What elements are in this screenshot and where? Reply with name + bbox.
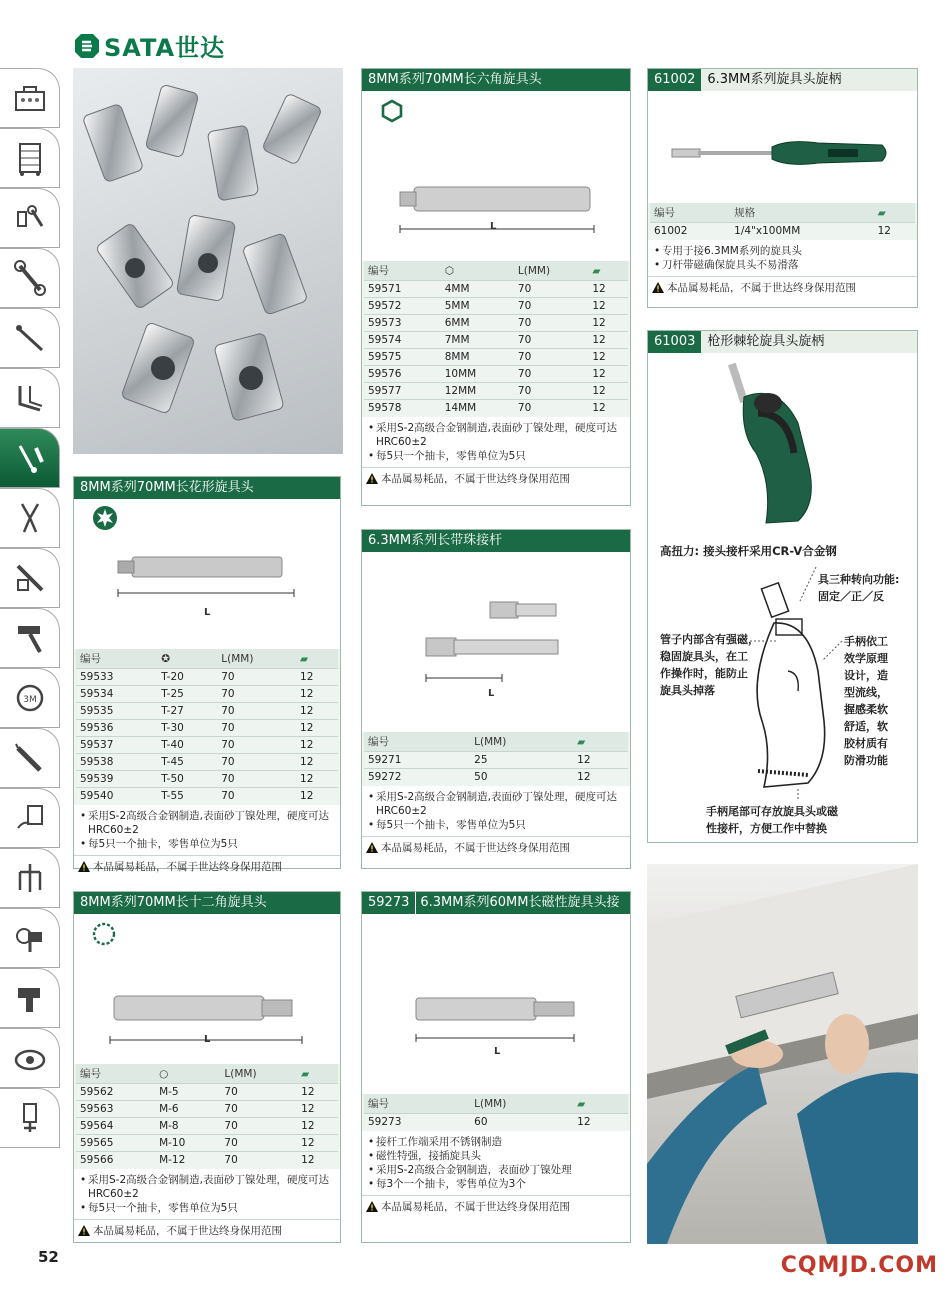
site-watermark: CQMJD.COM: [780, 1253, 938, 1278]
table-cell: 70: [220, 1135, 297, 1152]
table-cell: 12: [296, 686, 338, 703]
table-row: [76, 1135, 338, 1152]
product-code: 59273: [362, 892, 415, 914]
warning-icon: [366, 473, 378, 484]
torx-bit-drawing: [112, 547, 302, 607]
table-cell: 12: [296, 737, 338, 754]
table-row: [76, 686, 338, 703]
warning-text: 本品属易耗品，不属于世达终身保用范围: [93, 1224, 282, 1237]
tape-measure-icon: [10, 678, 50, 718]
table-row: [76, 737, 338, 754]
table-cell: 59576: [364, 366, 441, 383]
hexagon-icon: [380, 99, 404, 123]
callout-torque: 高扭力: 接头接杆采用CR-V合金钢: [660, 544, 837, 558]
table-cell: T-25: [157, 686, 217, 703]
callout-storage: 手柄尾部可存放旋具头或磁 性接杆，方便工作中替换: [706, 805, 838, 835]
table-cell: 70: [217, 669, 296, 686]
note-item: • 每5只一个抽卡，零售单位为5只: [80, 837, 334, 851]
category-nav: [0, 68, 60, 1148]
handle-spec-table: [650, 203, 915, 240]
screwdriver-icon: [10, 438, 50, 478]
table-cell: 70: [514, 298, 588, 315]
warning-text: 本品属易耗品，不属于世达终身保用范围: [381, 841, 570, 854]
drill-chuck-icon: [10, 1098, 50, 1138]
table-cell: 70: [217, 737, 296, 754]
nav-screwdriver[interactable]: [0, 428, 60, 488]
table-cell: 59534: [76, 686, 157, 703]
table-cell: 8MM: [441, 349, 514, 366]
warning-text: 本品属易耗品，不属于世达终身保用范围: [381, 1200, 570, 1213]
col-code: 编号: [364, 732, 470, 752]
table-cell: 59533: [76, 669, 157, 686]
torx-spec-table: [76, 649, 338, 805]
table-row: [364, 281, 628, 298]
ratchet-line-drawing: [738, 561, 848, 801]
panel-title: 6.3MM系列长带珠接杆: [362, 530, 630, 552]
note-item: • 接杆工作端采用不锈钢制造: [368, 1135, 624, 1149]
col-length: L(MM): [220, 1064, 297, 1084]
table-cell: 6MM: [441, 315, 514, 332]
panel-title: 8MM系列70MM长十二角旋具头: [74, 892, 340, 914]
note-item: • 每5只一个抽卡，零售单位为5只: [368, 818, 624, 832]
table-row: [364, 752, 628, 769]
warning-line: [648, 276, 917, 298]
table-cell: T-27: [157, 703, 217, 720]
panel-title: 6.3MM系列60MM长磁性旋具头接杆: [415, 892, 630, 914]
socket-icon: [10, 198, 50, 238]
table-cell: 50: [470, 769, 573, 786]
wrench-icon: [10, 258, 50, 298]
col-qty: [588, 261, 628, 281]
table-cell: 70: [514, 315, 588, 332]
table-cell: 1/4"x100MM: [730, 223, 873, 240]
note-item: • 采用S-2高级合金钢制造，表面砂丁镍处理: [368, 1163, 624, 1177]
hex-bit-drawing: [392, 181, 602, 241]
table-row: [76, 771, 338, 788]
table-cell: 60: [470, 1114, 573, 1131]
nav-hammer[interactable]: [0, 608, 60, 668]
safety-mask-icon: [10, 1038, 50, 1078]
svg-text:3M: 3M: [22, 695, 37, 705]
table-cell: 59573: [364, 315, 441, 332]
table-row: [364, 332, 628, 349]
table-cell: 12: [588, 349, 628, 366]
col-length: L(MM): [470, 1094, 573, 1114]
table-cell: M-8: [155, 1118, 220, 1135]
table-cell: 12: [296, 788, 338, 805]
warning-text: 本品属易耗品，不属于世达终身保用范围: [93, 860, 282, 873]
nav-puller[interactable]: [0, 848, 60, 908]
table-row: [76, 1152, 338, 1169]
usage-photo-illustration: [647, 864, 918, 1244]
table-cell: 59273: [364, 1114, 470, 1131]
table-cell: 70: [514, 400, 588, 417]
table-cell: M-6: [155, 1101, 220, 1118]
nav-cabinet[interactable]: [0, 128, 60, 188]
nav-socket[interactable]: [0, 188, 60, 248]
table-cell: 70: [220, 1152, 297, 1169]
product-code: 61003: [648, 331, 701, 353]
twelve-point-icon: [92, 922, 116, 946]
table-cell: T-20: [157, 669, 217, 686]
nav-pliers[interactable]: [0, 488, 60, 548]
col-code: 编号: [76, 1064, 155, 1084]
note-item: • 采用S-2高级合金钢制造,表面砂丁镍处理，硬度可达HRC60±2: [80, 1173, 334, 1201]
nav-toolbox[interactable]: [0, 68, 60, 128]
table-cell: 12: [588, 298, 628, 315]
table-cell: M-5: [155, 1084, 220, 1101]
nav-hexkey[interactable]: [0, 368, 60, 428]
table-cell: 70: [217, 788, 296, 805]
table-row: [364, 400, 628, 417]
ball-notes: [362, 786, 630, 836]
table-cell: 12: [296, 703, 338, 720]
table-cell: 12: [588, 332, 628, 349]
col-length: L(MM): [514, 261, 588, 281]
panel-magnetic-holder: [361, 891, 631, 1243]
note-item: • 刀杆带磁确保旋具头不易滑落: [654, 258, 911, 272]
dimension-label: L: [494, 1046, 501, 1057]
table-cell: 12: [588, 315, 628, 332]
handle-product-figure: [648, 91, 917, 203]
table-cell: 5MM: [441, 298, 514, 315]
table-cell: T-55: [157, 788, 217, 805]
spline-spec-table: [76, 1064, 338, 1169]
col-code: 编号: [650, 203, 730, 223]
warning-line: [74, 1219, 340, 1241]
torx-star-icon: [92, 505, 118, 531]
package-icon: ▰: [577, 1097, 586, 1110]
panel-ball-extension: [361, 529, 631, 869]
table-row: [76, 788, 338, 805]
nav-grinder[interactable]: [0, 908, 60, 968]
table-cell: 70: [514, 366, 588, 383]
nav-mask[interactable]: [0, 1028, 60, 1088]
table-cell: 25: [470, 752, 573, 769]
table-cell: 14MM: [441, 400, 514, 417]
dimension-label: L: [204, 1034, 211, 1045]
table-cell: 70: [514, 332, 588, 349]
magnetic-spec-table: [364, 1094, 628, 1131]
hex-product-figure: [362, 91, 630, 261]
table-cell: 59562: [76, 1084, 155, 1101]
ball-spec-table: [364, 732, 628, 786]
cutter-icon: [10, 558, 50, 598]
table-cell: M-12: [155, 1152, 220, 1169]
warning-icon: [652, 282, 664, 293]
ratchet-photo-illustration: [648, 353, 917, 533]
table-cell: 59540: [76, 788, 157, 805]
warning-line: [74, 855, 340, 877]
warning-line: [362, 467, 630, 489]
ball-extension-drawing: [402, 592, 602, 712]
table-cell: 59538: [76, 754, 157, 771]
toolbox-icon: [10, 78, 50, 118]
panel-title: 枪形棘轮旋具头旋柄: [701, 331, 917, 353]
table-cell: 12: [588, 400, 628, 417]
table-cell: 59572: [364, 298, 441, 315]
col-qty: [573, 1094, 628, 1114]
note-item: • 专用于接6.3MM系列的旋具头: [654, 244, 911, 258]
usage-photo: [647, 864, 918, 1244]
product-photo-bits: [73, 68, 343, 454]
panel-title: 8MM系列70MM长花形旋具头: [74, 477, 340, 499]
col-size: [441, 261, 514, 281]
table-cell: 59535: [76, 703, 157, 720]
table-cell: 12MM: [441, 383, 514, 400]
pliers-icon: [10, 498, 50, 538]
torx-product-figure: [74, 499, 340, 649]
table-cell: 12: [573, 769, 628, 786]
nav-impact[interactable]: [0, 968, 60, 1028]
dimension-label: L: [490, 221, 497, 232]
col-length: L(MM): [217, 649, 296, 669]
package-icon: ▰: [300, 652, 309, 665]
impact-gun-icon: [10, 978, 50, 1018]
torque-wrench-icon: [10, 318, 50, 358]
spline-notes: [74, 1169, 340, 1219]
table-cell: 70: [514, 281, 588, 298]
table-cell: 4MM: [441, 281, 514, 298]
col-qty: [296, 649, 338, 669]
torx-notes: [74, 805, 340, 855]
bench-grinder-icon: [10, 918, 50, 958]
magnetic-notes: [362, 1131, 630, 1195]
dimension-label: L: [488, 688, 495, 699]
table-cell: 7MM: [441, 332, 514, 349]
nav-cutter[interactable]: [0, 548, 60, 608]
hammer-icon: [10, 618, 50, 658]
table-cell: 12: [296, 771, 338, 788]
note-item: • 每3个一个抽卡，零售单位为3个: [368, 1177, 624, 1191]
table-cell: 10MM: [441, 366, 514, 383]
table-cell: 70: [514, 383, 588, 400]
note-item: • 采用S-2高级合金钢制造,表面砂丁镍处理，硬度可达HRC60±2: [80, 809, 334, 837]
table-row: [364, 383, 628, 400]
nav-chuck[interactable]: [0, 1088, 60, 1148]
table-cell: 59563: [76, 1101, 155, 1118]
panel-spline-bits: [73, 891, 341, 1243]
table-cell: T-40: [157, 737, 217, 754]
table-cell: 59571: [364, 281, 441, 298]
warning-icon: [366, 1201, 378, 1212]
puller-icon: [10, 858, 50, 898]
package-icon: ▰: [877, 206, 886, 219]
nav-tape[interactable]: [0, 668, 60, 728]
table-row: [76, 703, 338, 720]
table-row: [76, 754, 338, 771]
table-cell: 12: [874, 223, 915, 240]
table-cell: 59577: [364, 383, 441, 400]
hex-spec-table: [364, 261, 628, 417]
handle-notes: [648, 240, 917, 276]
table-cell: 59578: [364, 400, 441, 417]
note-item: • 磁性特强，接插旋具头: [368, 1149, 624, 1163]
callout-ergonomic: 手柄依工 效学原理 设计，造 型流线， 握感柔软 舒适，软 胶材质有 防滑功能: [844, 635, 888, 767]
table-row: [364, 769, 628, 786]
sata-logo-icon: [74, 33, 100, 59]
table-row: [364, 366, 628, 383]
table-cell: 59272: [364, 769, 470, 786]
table-cell: 70: [217, 771, 296, 788]
col-qty: [573, 732, 628, 752]
table-cell: 70: [220, 1084, 297, 1101]
twelve-point-size-icon: ○: [159, 1067, 169, 1080]
table-cell: 12: [297, 1101, 338, 1118]
ball-product-figure: [362, 552, 630, 732]
dimension-label: L: [204, 607, 211, 618]
note-item: • 每5只一个抽卡，零售单位为5只: [368, 449, 624, 463]
col-code: 编号: [76, 649, 157, 669]
nav-wrench[interactable]: [0, 248, 60, 308]
table-cell: 59539: [76, 771, 157, 788]
brand-logo: [74, 28, 225, 63]
table-row: [76, 1101, 338, 1118]
col-length: L(MM): [470, 732, 573, 752]
table-row: [76, 720, 338, 737]
warning-text: 本品属易耗品，不属于世达终身保用范围: [381, 472, 570, 485]
table-row: [650, 223, 915, 240]
col-size: [155, 1064, 220, 1084]
nav-torque[interactable]: [0, 308, 60, 368]
saw-icon: [10, 738, 50, 778]
table-cell: M-10: [155, 1135, 220, 1152]
bit-handle-drawing: [668, 133, 898, 183]
table-cell: 70: [220, 1118, 297, 1135]
hex-key-icon: [10, 378, 50, 418]
package-icon: ▰: [592, 264, 601, 277]
table-cell: 59271: [364, 752, 470, 769]
table-cell: 70: [217, 754, 296, 771]
callout-three-way: 具三种转向功能: 固定／正／反: [818, 573, 900, 603]
ratchet-photo: [648, 353, 917, 533]
nav-saw[interactable]: [0, 728, 60, 788]
table-cell: 70: [514, 349, 588, 366]
panel-torx-bits: [73, 476, 341, 873]
col-code: 编号: [364, 261, 441, 281]
table-cell: 70: [217, 703, 296, 720]
table-cell: 59574: [364, 332, 441, 349]
warning-line: [362, 1195, 630, 1217]
table-cell: 59537: [76, 737, 157, 754]
table-cell: 12: [297, 1135, 338, 1152]
magnetic-product-figure: [362, 914, 630, 1094]
product-code: 61002: [648, 69, 701, 91]
table-cell: T-30: [157, 720, 217, 737]
table-row: [76, 1084, 338, 1101]
hex-notes: [362, 417, 630, 467]
col-size: [157, 649, 217, 669]
table-cell: 12: [588, 281, 628, 298]
warning-line: [362, 836, 630, 858]
panel-ratchet-handle: [647, 330, 918, 843]
table-cell: 12: [296, 669, 338, 686]
table-cell: 12: [297, 1084, 338, 1101]
nav-tester[interactable]: [0, 788, 60, 848]
table-row: [76, 669, 338, 686]
table-row: [364, 1114, 628, 1131]
table-cell: T-45: [157, 754, 217, 771]
note-item: • 采用S-2高级合金钢制造,表面砂丁镍处理，硬度可达HRC60±2: [368, 421, 624, 449]
col-qty: [297, 1064, 338, 1084]
panel-hex-bits: [361, 68, 631, 506]
brand-name: SATA世达: [104, 34, 226, 62]
table-cell: 12: [296, 720, 338, 737]
warning-text: 本品属易耗品，不属于世达终身保用范围: [667, 281, 856, 294]
warning-icon: [78, 861, 90, 872]
table-cell: 12: [297, 1118, 338, 1135]
table-cell: 12: [297, 1152, 338, 1169]
table-row: [364, 349, 628, 366]
table-cell: T-50: [157, 771, 217, 788]
bits-photo-illustration: [73, 68, 343, 454]
table-cell: 59564: [76, 1118, 155, 1135]
table-cell: 59536: [76, 720, 157, 737]
torx-size-icon: ✪: [161, 652, 171, 665]
table-cell: 59565: [76, 1135, 155, 1152]
package-icon: ▰: [577, 735, 586, 748]
warning-icon: [366, 842, 378, 853]
page-number: 52: [38, 1248, 59, 1266]
note-item: • 每5只一个抽卡，零售单位为5只: [80, 1201, 334, 1215]
table-cell: 12: [588, 383, 628, 400]
panel-bit-handle: [647, 68, 918, 308]
table-cell: 59575: [364, 349, 441, 366]
spline-product-figure: [74, 914, 340, 1064]
table-cell: 70: [217, 720, 296, 737]
package-icon: ▰: [301, 1067, 310, 1080]
tester-icon: [10, 798, 50, 838]
table-cell: 61002: [650, 223, 730, 240]
table-cell: 70: [220, 1101, 297, 1118]
table-cell: 70: [217, 686, 296, 703]
table-cell: 59566: [76, 1152, 155, 1169]
table-cell: 12: [573, 752, 628, 769]
hex-size-icon: ⬡: [444, 264, 454, 277]
note-item: • 采用S-2高级合金钢制造,表面砂丁镍处理，硬度可达HRC60±2: [368, 790, 624, 818]
table-cell: 12: [573, 1114, 628, 1131]
cabinet-icon: [10, 138, 50, 178]
col-qty: [874, 203, 915, 223]
table-cell: 12: [296, 754, 338, 771]
magnetic-holder-drawing: [402, 994, 602, 1064]
table-row: [364, 298, 628, 315]
panel-title: 6.3MM系列旋具头旋柄: [701, 69, 917, 91]
callout-magnet: 管子内部含有强磁， 稳固旋具头，在工 作操作时，能防止 旋具头掉落: [660, 633, 759, 697]
panel-title: 8MM系列70MM长六角旋具头: [362, 69, 630, 91]
warning-icon: [78, 1225, 90, 1236]
table-row: [76, 1118, 338, 1135]
table-cell: 12: [588, 366, 628, 383]
col-code: 编号: [364, 1094, 470, 1114]
table-row: [364, 315, 628, 332]
col-spec: 规格: [730, 203, 873, 223]
